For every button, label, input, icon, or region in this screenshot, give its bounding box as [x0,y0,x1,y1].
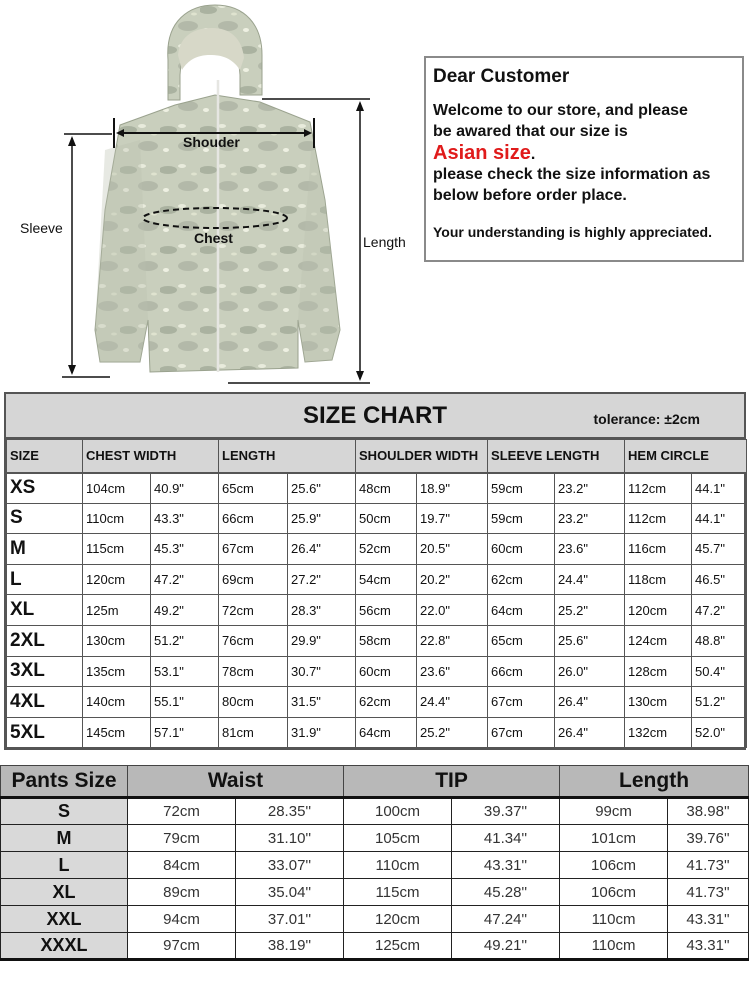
value-cell: 67cm [488,687,555,718]
value-cell: 124cm [625,625,692,656]
value-cell: 44.1" [692,503,747,534]
value-cell: 28.35'' [236,798,344,825]
length-label: Length [363,234,406,250]
value-cell: 38.19'' [236,933,344,960]
value-cell: 79cm [128,825,236,852]
value-cell: 31.5" [288,687,356,718]
value-cell: 104cm [83,473,151,504]
notice-line-4: below before order place. [433,187,627,204]
header-length: LENGTH [219,440,356,473]
header-waist: Waist [128,766,344,798]
jacket-size-table [6,439,747,748]
value-cell: 50cm [356,503,417,534]
value-cell: 25.2" [555,595,625,626]
value-cell: 25.9" [288,503,356,534]
value-cell: 26.4" [288,534,356,565]
value-cell: 25.2" [417,717,488,748]
notice-line-3: please check the size information as [433,166,711,183]
customer-notice [424,56,744,262]
value-cell: 106cm [560,852,668,879]
value-cell: 72cm [219,595,288,626]
value-cell: 45.28'' [452,879,560,906]
value-cell: 48.8" [692,625,747,656]
value-cell: 57.1" [151,717,219,748]
value-cell: 52cm [356,534,417,565]
table-row [1,879,749,906]
value-cell: 132cm [625,717,692,748]
value-cell: 41.34'' [452,825,560,852]
value-cell: 25.6" [555,625,625,656]
value-cell: 58cm [356,625,417,656]
value-cell: 43.31'' [668,906,749,933]
pants-size-cell: M [1,825,128,852]
value-cell: 25.6" [288,473,356,504]
table-row [7,503,747,534]
header-shoulder-width: SHOULDER WIDTH [356,440,488,473]
value-cell: 28.3" [288,595,356,626]
value-cell: 65cm [219,473,288,504]
value-cell: 18.9" [417,473,488,504]
value-cell: 62cm [356,687,417,718]
pants-size-cell: XL [1,879,128,906]
value-cell: 54cm [356,564,417,595]
value-cell: 67cm [488,717,555,748]
value-cell: 27.2" [288,564,356,595]
pants-header-row [1,766,749,798]
value-cell: 20.5" [417,534,488,565]
value-cell: 110cm [83,503,151,534]
value-cell: 116cm [625,534,692,565]
value-cell: 26.0" [555,656,625,687]
value-cell: 76cm [219,625,288,656]
value-cell: 44.1" [692,473,747,504]
notice-line-2: be awared that our size is [433,123,628,140]
size-cell: XL [7,595,83,626]
value-cell: 120cm [83,564,151,595]
value-cell: 43.31'' [452,852,560,879]
value-cell: 24.4" [417,687,488,718]
notice-highlight-row [433,142,735,164]
pants-size-cell: XXL [1,906,128,933]
value-cell: 23.2" [555,473,625,504]
table-row [7,473,747,504]
value-cell: 22.8" [417,625,488,656]
value-cell: 26.4" [555,687,625,718]
pants-size-cell: XXXL [1,933,128,960]
value-cell: 45.7" [692,534,747,565]
notice-title: Dear Customer [433,66,570,87]
value-cell: 145cm [83,717,151,748]
value-cell: 41.73'' [668,852,749,879]
header-pants-length: Length [560,766,749,798]
chest-label: Chest [194,230,233,246]
value-cell: 105cm [344,825,452,852]
highlight-suffix: . [530,146,536,163]
table-row [1,852,749,879]
value-cell: 26.4" [555,717,625,748]
value-cell: 51.2" [151,625,219,656]
value-cell: 48cm [356,473,417,504]
value-cell: 43.3" [151,503,219,534]
size-cell: 5XL [7,717,83,748]
value-cell: 46.5" [692,564,747,595]
value-cell: 37.01'' [236,906,344,933]
header-sleeve-length: SLEEVE LENGTH [488,440,625,473]
top-section [0,0,750,388]
pants-size-cell: L [1,852,128,879]
table-row [7,656,747,687]
asian-size-highlight: Asian size [433,142,531,164]
value-cell: 64cm [356,717,417,748]
jacket-image [0,0,420,388]
value-cell: 47.24'' [452,906,560,933]
value-cell: 110cm [560,933,668,960]
value-cell: 59cm [488,473,555,504]
value-cell: 72cm [128,798,236,825]
value-cell: 69cm [219,564,288,595]
jacket-illustration [0,0,420,388]
value-cell: 120cm [625,595,692,626]
chart-title: SIZE CHART [303,402,447,429]
value-cell: 45.3" [151,534,219,565]
value-cell: 118cm [625,564,692,595]
table-header-row [7,440,747,473]
table-row [1,906,749,933]
table-row [7,687,747,718]
header-size: SIZE [7,440,83,473]
value-cell: 31.10'' [236,825,344,852]
value-cell: 101cm [560,825,668,852]
value-cell: 41.73'' [668,879,749,906]
table-row [7,534,747,565]
value-cell: 130cm [83,625,151,656]
value-cell: 23.2" [555,503,625,534]
value-cell: 20.2" [417,564,488,595]
value-cell: 39.37'' [452,798,560,825]
size-cell: XS [7,473,83,504]
table-row [7,625,747,656]
value-cell: 49.21'' [452,933,560,960]
pants-size-table [0,765,749,961]
size-cell: 4XL [7,687,83,718]
value-cell: 23.6" [555,534,625,565]
size-cell: L [7,564,83,595]
value-cell: 128cm [625,656,692,687]
value-cell: 47.2" [692,595,747,626]
value-cell: 33.07'' [236,852,344,879]
value-cell: 66cm [219,503,288,534]
value-cell: 62cm [488,564,555,595]
size-cell: M [7,534,83,565]
value-cell: 19.7" [417,503,488,534]
table-row [1,825,749,852]
notice-footer: Your understanding is highly appreciated. [433,224,713,240]
value-cell: 106cm [560,879,668,906]
table-row [1,933,749,960]
value-cell: 38.98'' [668,798,749,825]
table-row [7,564,747,595]
value-cell: 115cm [83,534,151,565]
value-cell: 94cm [128,906,236,933]
notice-line-1: Welcome to our store, and please [433,102,688,119]
value-cell: 130cm [625,687,692,718]
value-cell: 125cm [344,933,452,960]
size-cell: 2XL [7,625,83,656]
value-cell: 84cm [128,852,236,879]
value-cell: 29.9" [288,625,356,656]
value-cell: 43.31'' [668,933,749,960]
value-cell: 65cm [488,625,555,656]
value-cell: 89cm [128,879,236,906]
table-row [7,595,747,626]
value-cell: 66cm [488,656,555,687]
size-cell: S [7,503,83,534]
value-cell: 60cm [488,534,555,565]
shoulder-label: Shouder [183,134,240,150]
jacket-table-body [7,473,747,748]
value-cell: 50.4" [692,656,747,687]
pants-size-cell: S [1,798,128,825]
sleeve-label: Sleeve [20,220,63,236]
value-cell: 112cm [625,473,692,504]
value-cell: 56cm [356,595,417,626]
value-cell: 100cm [344,798,452,825]
value-cell: 51.2" [692,687,747,718]
value-cell: 59cm [488,503,555,534]
size-cell: 3XL [7,656,83,687]
value-cell: 40.9" [151,473,219,504]
tolerance-note: tolerance: ±2cm [593,411,700,427]
pants-table-body [1,798,749,960]
value-cell: 49.2" [151,595,219,626]
value-cell: 120cm [344,906,452,933]
value-cell: 35.04'' [236,879,344,906]
value-cell: 110cm [344,852,452,879]
header-tip: TIP [344,766,560,798]
value-cell: 24.4" [555,564,625,595]
value-cell: 135cm [83,656,151,687]
value-cell: 60cm [356,656,417,687]
chart-title-bar [6,394,744,439]
value-cell: 22.0" [417,595,488,626]
value-cell: 23.6" [417,656,488,687]
table-row [1,798,749,825]
value-cell: 110cm [560,906,668,933]
header-hem-circle: HEM CIRCLE [625,440,747,473]
value-cell: 31.9" [288,717,356,748]
value-cell: 53.1" [151,656,219,687]
value-cell: 47.2" [151,564,219,595]
value-cell: 52.0" [692,717,747,748]
value-cell: 115cm [344,879,452,906]
value-cell: 64cm [488,595,555,626]
value-cell: 81cm [219,717,288,748]
value-cell: 97cm [128,933,236,960]
jacket-size-chart [4,392,746,750]
value-cell: 39.76'' [668,825,749,852]
value-cell: 112cm [625,503,692,534]
value-cell: 78cm [219,656,288,687]
value-cell: 99cm [560,798,668,825]
value-cell: 125m [83,595,151,626]
value-cell: 55.1" [151,687,219,718]
header-chest-width: CHEST WIDTH [83,440,219,473]
value-cell: 67cm [219,534,288,565]
value-cell: 140cm [83,687,151,718]
table-row [7,717,747,748]
header-pants-size: Pants Size [1,766,128,798]
value-cell: 80cm [219,687,288,718]
value-cell: 30.7" [288,656,356,687]
